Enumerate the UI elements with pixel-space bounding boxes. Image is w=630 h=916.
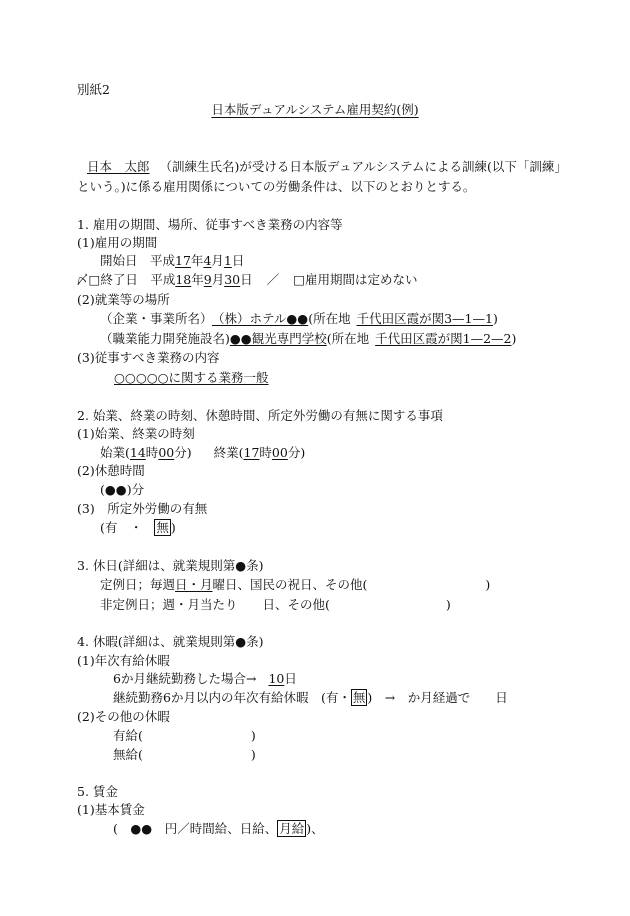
unpaid-leave-line (113, 749, 256, 762)
duties-line (100, 372, 277, 385)
end-nichi: 日 (240, 272, 253, 287)
duties-heading: (3)従事すべき業務の内容 (77, 350, 220, 365)
end-month: 9 (203, 272, 212, 287)
slash-separator: ／ (266, 272, 280, 287)
six-month-leave-line (113, 673, 297, 686)
overtime-close: ) (170, 520, 176, 535)
annual-leave-heading: (1)年次有給休暇 (77, 653, 170, 668)
end-day: 30 (224, 272, 241, 287)
end-minute: 00 (271, 445, 288, 460)
overtime-heading: (3) 所定外労働の有無 (77, 501, 208, 516)
overtime-none-selected: 無 (156, 520, 169, 535)
unpaid-leave-label: 無給( (113, 747, 143, 762)
start-year: 17 (175, 253, 191, 268)
six-month-leave-unit: 日 (284, 671, 297, 686)
employment-period-heading: (1)雇用の期間 (77, 235, 158, 250)
company-address: 千代田区霞が関3—1—1 (356, 311, 493, 326)
section-3-heading: 3. 休日(詳細は、就業規則第●条) (77, 558, 264, 573)
paid-leave-close: ) (250, 728, 256, 743)
facility-address: 千代田区霞が関1—2—2 (375, 331, 512, 346)
start-date-label: 開始日 平成 (100, 253, 176, 268)
company-name: （株）ホテル●● (212, 311, 309, 326)
fixed-holiday-label: 定例日；毎週 (100, 577, 176, 592)
other-leave-heading: (2)その他の休暇 (77, 709, 170, 724)
paid-leave-label: 有給( (113, 728, 143, 743)
within-six-months-rest: ) → か月経過で 日 (367, 690, 508, 705)
training-facility-line (100, 333, 516, 346)
training-facility-name: ●●観光専門学校 (229, 331, 327, 346)
start-date-line (100, 255, 244, 268)
intro-line-1-text: （訓練生氏名)が受ける日本版デュアルシステムによる訓練(以下「訓練」 (159, 159, 567, 174)
base-wage-heading: (1)基本賃金 (77, 802, 145, 817)
end-date-label: □終了日 平成 (88, 272, 176, 287)
overtime-yes: (有 ・ (100, 520, 143, 535)
base-wage-line (113, 823, 324, 836)
monthly-wage-selected: 月給 (279, 821, 305, 836)
start-nichi: 日 (231, 253, 245, 268)
section-1-heading: 1. 雇用の期間、場所、従事すべき業務の内容等 (77, 217, 343, 232)
within-six-months-line (113, 692, 508, 705)
training-facility-label: （職業能力開発施設名) (100, 331, 230, 346)
six-month-leave-label: 6か月継続勤務した場合→ (113, 671, 257, 686)
nonfixed-holiday-close: ) (445, 597, 451, 612)
six-month-leave-days: 10 (268, 671, 285, 686)
working-hours-line (100, 447, 305, 460)
end-date-line (76, 274, 417, 287)
end-fun: 分) (287, 445, 306, 460)
nonfixed-holiday-text: 非定例日；週・月当たり 日、その他( (100, 597, 330, 612)
fixed-holiday-days: 日・月 (175, 577, 213, 592)
company-line (100, 313, 498, 326)
start-time-prefix: 始業( (100, 445, 130, 460)
unpaid-leave-close: ) (250, 747, 256, 762)
trainee-name: 日本 太郎 (87, 159, 150, 174)
end-year: 18 (175, 272, 192, 287)
start-month: 4 (203, 253, 212, 268)
end-date-check-mark: 〆 (76, 272, 89, 287)
facility-address-label: (所在地 (326, 331, 370, 346)
start-day: 1 (223, 253, 232, 268)
intro-line-2: という。)に係る雇用関係についての労働条件は、以下のとおりとする。 (77, 179, 476, 194)
document-title-text: 日本版デュアルシステム雇用契約(例) (211, 102, 419, 117)
end-time-prefix: 終業( (213, 445, 244, 460)
intro-line-1 (77, 161, 567, 174)
workplace-heading: (2)就業等の場所 (77, 292, 170, 307)
end-ji: 時 (259, 445, 272, 460)
section-5-heading: 5. 賃金 (77, 784, 118, 799)
start-nen: 年 (190, 253, 204, 268)
base-wage-prefix: ( ●● 円／時間給、日給、 (113, 821, 278, 836)
end-nen: 年 (191, 272, 204, 287)
duties-value: ○○○○○に関する業務一般 (114, 370, 269, 385)
working-hours-heading: (1)始業、終業の時刻 (77, 426, 195, 441)
nonfixed-holiday-line (100, 599, 451, 612)
start-tsuki: 月 (211, 253, 224, 268)
overtime-line (100, 522, 176, 535)
document-title (0, 104, 630, 117)
fixed-holiday-line (100, 579, 490, 592)
fixed-holiday-close: ) (485, 577, 491, 592)
start-fun: 分) (174, 445, 192, 460)
attachment-label: 別紙2 (77, 82, 110, 97)
within-six-months-label: 継続勤務6か月以内の年次有給休暇 (有・ (113, 690, 351, 705)
company-label: （企業・事業所名） (100, 311, 213, 326)
end-tsuki: 月 (211, 272, 225, 287)
no-fixed-period-option: □雇用期間は定めない (293, 272, 418, 287)
break-time-heading: (2)休憩時間 (77, 463, 145, 478)
break-time-value: (●●)分 (100, 482, 145, 497)
company-address-close: ) (492, 311, 498, 326)
section-4-heading: 4. 休暇(詳細は、就業規則第●条) (77, 634, 264, 649)
start-ji: 時 (145, 445, 159, 460)
facility-address-close: ) (511, 331, 517, 346)
paid-leave-line (113, 730, 256, 743)
end-hour: 17 (243, 445, 260, 460)
base-wage-suffix: )、 (306, 821, 324, 836)
start-minute: 00 (158, 445, 175, 460)
fixed-holiday-rest: 曜日、国民の祝日、その他( (212, 577, 368, 592)
company-address-label: (所在地 (308, 311, 351, 326)
section-2-heading: 2. 始業、終業の時刻、休憩時間、所定外労働の有無に関する事項 (77, 408, 443, 423)
within-six-months-none-selected: 無 (352, 690, 366, 705)
start-hour: 14 (129, 445, 146, 460)
